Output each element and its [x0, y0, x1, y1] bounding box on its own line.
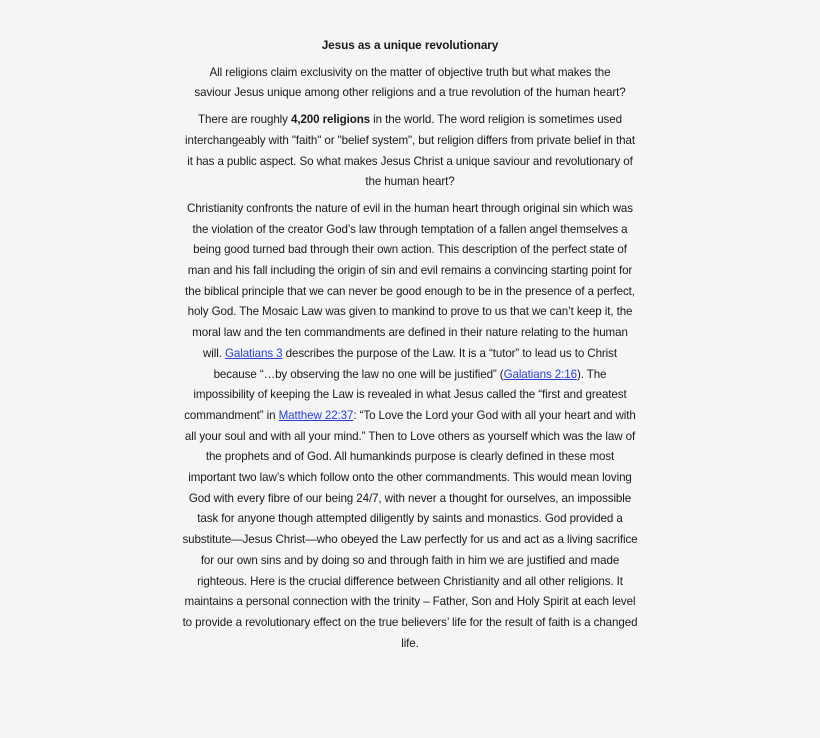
paragraph-religions-count [182, 110, 638, 193]
para2-text-1: Christianity confronts the nature of evil in the human heart through original sin which was the violation of the creator God’s law through temptation of a fallen angel themselves a being good turned bad through their own action. This description of the perfect state of man and his fall including the origin of sin and evil remains a convincing starting point for the biblical principle that we can never be good enough to be in the presence of a perfect, holy God. The Mosaic Law was given to mankind to prove to us that we can’t keep it, the moral law and the ten commandments are defined in their nature relating to the human will. [185, 201, 635, 360]
intro-paragraph: All religions claim exclusivity on the matter of objective truth but what makes the saviour Jesus unique among other religions and a true revolution of the human heart? [194, 65, 626, 100]
religions-count-bold: 4,200 religions [290, 113, 371, 127]
para2-text-4: : “To Love the Lord your God with all your heart and with all your soul and with all your mind.” Then to Love others as yourself which was the law of the prophets and of God. All humankinds purpose is clearly defined in these most important two law’s which follow onto the other commandments. This would mean loving God with every fibre of our being 24/7, with never a thought for ourselves, an impossible task for anyone though attempted diligently by saints and monastics. God provided a substitute—Jesus Christ—who obeyed the Law perfectly for us and act as a living sacrifice for our own sins and by doing so and through faith in him we are justified and made righteous. Here is the crucial difference between Christianity and all other religions. It maintains a personal connection with the trinity – Father, Son and Holy Spirit at each level to provide a revolutionary effect on the true believers’ life for the result of faith is a changed life. [182, 408, 638, 650]
para2-text-2: describes the purpose of the Law. It is a “tutor” to lead us to Christ because “…by observing the law no one will be justified” ( [213, 346, 617, 381]
link-galatians-3[interactable]: Galatians 3 [224, 346, 283, 360]
para2-text-3: ). The impossibility of keeping the Law is revealed in what Jesus called the “first and greatest commandment” in [184, 367, 627, 422]
link-matthew-22-37[interactable]: Matthew 22:37 [278, 408, 354, 422]
document-page [182, 35, 638, 660]
paragraph-christianity [182, 199, 638, 654]
link-galatians-2-16[interactable]: Galatians 2:16 [503, 367, 577, 381]
para1-text-end: in the world. The word religion is sometimes used interchangeably with "faith" or "belief system", but religion differs from private belief in that it has a public aspect. So what makes Jesus Christ a unique saviour and revolutionary of the human heart? [185, 113, 635, 189]
para1-text-start: There are roughly [198, 113, 291, 127]
document-title: Jesus as a unique revolutionary [321, 38, 499, 52]
